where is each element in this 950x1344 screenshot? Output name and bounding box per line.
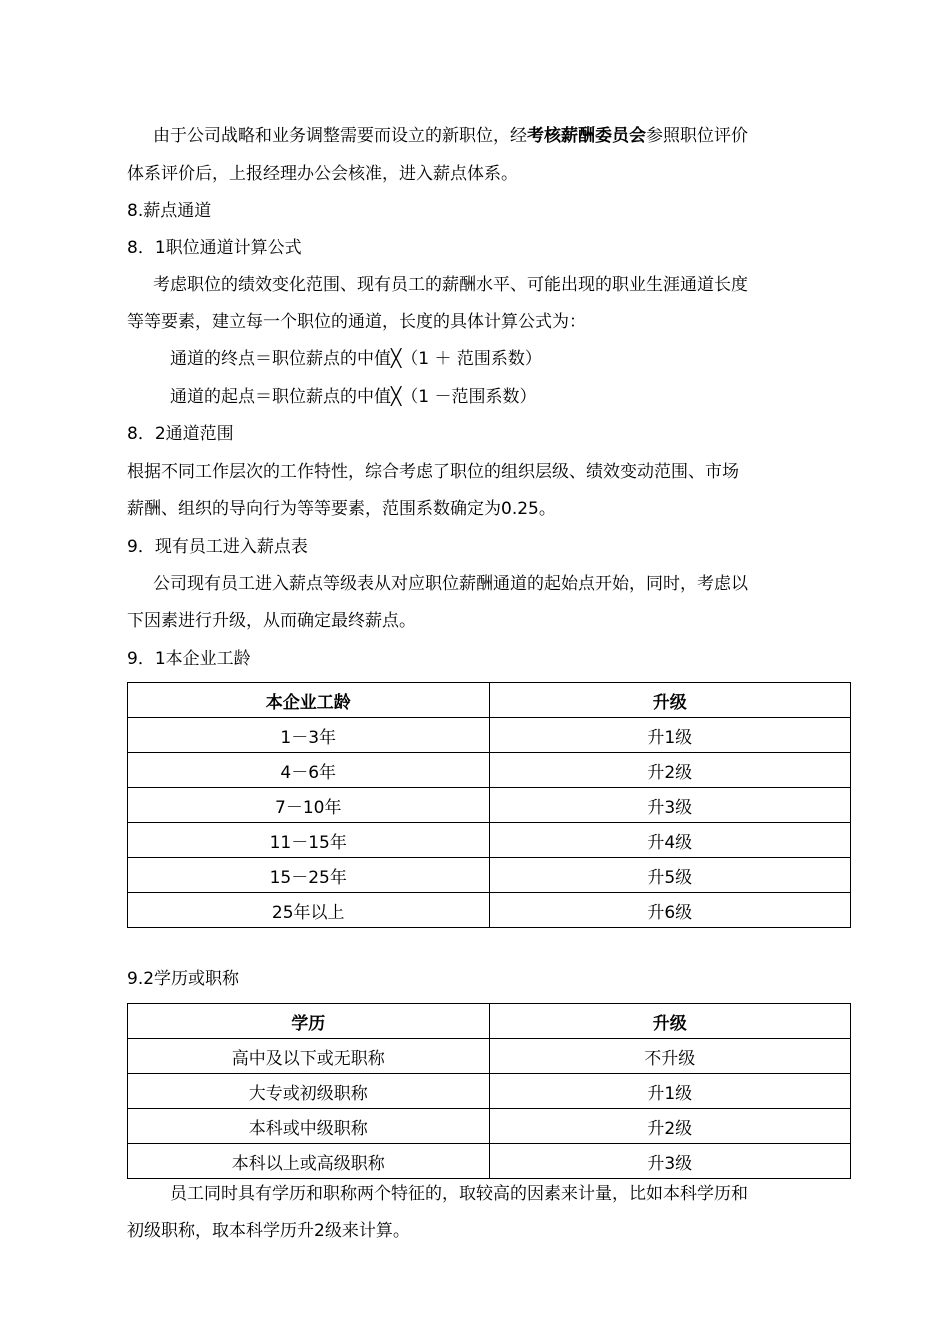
heading-8: 8.薪点通道 (127, 201, 212, 221)
column-header: 学历 (128, 1004, 490, 1039)
table-row (128, 858, 851, 893)
table-row (128, 1144, 851, 1179)
para-8-2-line-1: 根据不同工作层次的工作特性，综合考虑了职位的组织层级、绩效变动范围、市场 (127, 462, 739, 482)
heading-9-2: 9.2学历或职称 (127, 969, 240, 989)
column-header: 本企业工龄 (128, 683, 490, 718)
heading-9-1: 9．1本企业工龄 (127, 649, 251, 669)
intro-text-a: 由于公司战略和业务调整需要而设立的新职位，经 (153, 126, 527, 146)
table-cell: 升3级 (489, 1144, 851, 1179)
table-cell: 不升级 (489, 1039, 851, 1074)
formula-end: 通道的终点＝职位薪点的中值╳（1 ＋ 范围系数） (170, 349, 542, 369)
intro-line-1 (153, 123, 748, 149)
table-cell: 本科以上或高级职称 (128, 1144, 490, 1179)
intro-text-b: 参照职位评价 (646, 126, 748, 146)
column-header: 升级 (489, 1004, 851, 1039)
para-8-1-line-2: 等等要素，建立每一个职位的通道，长度的具体计算公式为： (127, 312, 586, 332)
final-line-1: 员工同时具有学历和职称两个特征的，取较高的因素来计量，比如本科学历和 (170, 1184, 748, 1204)
para-9-line-1: 公司现有员工进入薪点等级表从对应职位薪酬通道的起始点开始，同时，考虑以 (153, 574, 748, 594)
table-cell: 1－3年 (128, 718, 490, 753)
table-row (128, 1109, 851, 1144)
table-row (128, 1074, 851, 1109)
table-cell: 升1级 (489, 718, 851, 753)
education-table (127, 1003, 851, 1179)
table-row (128, 788, 851, 823)
table-cell: 11－15年 (128, 823, 490, 858)
para-8-1-line-1: 考虑职位的绩效变化范围、现有员工的薪酬水平、可能出现的职业生涯通道长度 (153, 275, 748, 295)
table-cell: 升4级 (489, 823, 851, 858)
table-cell: 4－6年 (128, 753, 490, 788)
table-cell: 升6级 (489, 893, 851, 928)
intro-line-2: 体系评价后，上报经理办公会核准，进入薪点体系。 (127, 164, 518, 184)
table-row (128, 823, 851, 858)
intro-committee-bold: 考核薪酬委员会 (527, 126, 646, 146)
tenure-table (127, 682, 851, 928)
table-row (128, 753, 851, 788)
table-header-row (128, 1004, 851, 1039)
table-row (128, 718, 851, 753)
para-8-2-line-2: 薪酬、组织的导向行为等等要素，范围系数确定为0.25。 (127, 499, 556, 519)
heading-8-1: 8．1职位通道计算公式 (127, 238, 302, 258)
para-9-line-2: 下因素进行升级，从而确定最终薪点。 (127, 611, 416, 631)
heading-8-2: 8．2通道范围 (127, 424, 234, 444)
table-cell: 15－25年 (128, 858, 490, 893)
formula-start: 通道的起点＝职位薪点的中值╳（1 －范围系数） (170, 387, 537, 407)
table-cell: 升3级 (489, 788, 851, 823)
table-row (128, 1039, 851, 1074)
table-cell: 升2级 (489, 753, 851, 788)
table-cell: 大专或初级职称 (128, 1074, 490, 1109)
table-cell: 升5级 (489, 858, 851, 893)
table-cell: 7－10年 (128, 788, 490, 823)
table-cell: 升2级 (489, 1109, 851, 1144)
table-cell: 本科或中级职称 (128, 1109, 490, 1144)
table-cell: 25年以上 (128, 893, 490, 928)
table-cell: 升1级 (489, 1074, 851, 1109)
table-cell: 高中及以下或无职称 (128, 1039, 490, 1074)
final-line-2: 初级职称，取本科学历升2级来计算。 (127, 1221, 410, 1241)
heading-9: 9．现有员工进入薪点表 (127, 537, 308, 557)
table-header-row (128, 683, 851, 718)
column-header: 升级 (489, 683, 851, 718)
table-row (128, 893, 851, 928)
